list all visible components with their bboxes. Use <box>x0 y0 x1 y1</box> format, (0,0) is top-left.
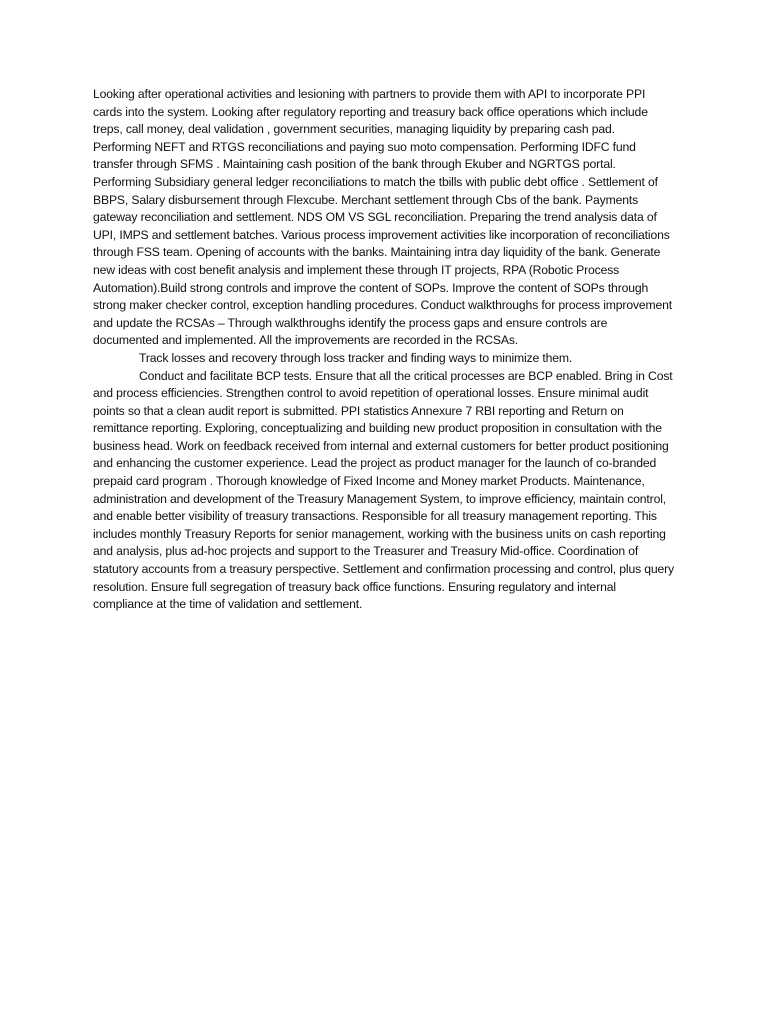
paragraph-operations: Looking after operational activities and lesioning with partners to provide them with API to incorporate PPI cards into the system. Looking after regulatory reporting and treasury back office operations which include treps, call money, deal validation , government securities, managing liquidity by preparing cash pad. Performing NEFT and RTGS reconciliations and paying suo moto compensation. Performing IDFC fund transfer through SFMS . Maintaining cash position of the bank through Ekuber and NGRTGS portal. Performing Subsidiary general ledger reconciliations to match the tbills with public debt office . Settlement of BBPS, Salary disbursement through Flexcube. Merchant settlement through Cbs of the bank. Payments gateway reconciliation and settlement. NDS OM VS SGL reconciliation. Preparing the trend analysis data of UPI, IMPS and settlement batches. Various process improvement activities like incorporation of reconciliations through FSS team. Opening of accounts with the banks. Maintaining intra day liquidity of the bank. Generate new ideas with cost benefit analysis and implement these through IT projects, RPA (Robotic Process Automation).Build strong controls and improve the content of SOPs. Improve the content of SOPs through strong maker checker control, exception handling procedures. Conduct walkthroughs for process improvement and update the RCSAs – Through walkthroughs identify the process gaps and ensure controls are documented and implemented. All the improvements are recorded in the RCSAs. <box>93 87 673 348</box>
body-text <box>93 86 675 614</box>
paragraph-loss-tracking: Track losses and recovery through loss tracker and finding ways to minimize them. <box>139 350 573 365</box>
paragraph-bcp-treasury: Conduct and facilitate BCP tests. Ensure that all the critical processes are BCP enabled. Bring in Cost and process efficiencies. Strengthen control to avoid repetition of operational losses. Ensure minimal audit points so that a clean audit report is submitted. PPI statistics Annexure 7 RBI reporting and Return on remittance reporting. Exploring, conceptualizing and building new product proposition in consultation with the business head. Work on feedback received from internal and external customers for better product positioning and enhancing the customer experience. Lead the project as product manager for the launch of co-branded prepaid card program . Thorough knowledge of Fixed Income and Money market Products. Maintenance, administration and development of the Treasury Management System, to improve efficiency, maintain control, and enable better visibility of treasury transactions. Responsible for all treasury management reporting. This includes monthly Treasury Reports for senior management, working with the business units on cash reporting and analysis, plus ad-hoc projects and support to the Treasurer and Treasury Mid-office. Coordination of statutory accounts from a treasury perspective. Settlement and confirmation processing and control, plus query resolution. Ensure full segregation of treasury back office functions. Ensuring regulatory and internal compliance at the time of validation and settlement. <box>93 368 674 612</box>
